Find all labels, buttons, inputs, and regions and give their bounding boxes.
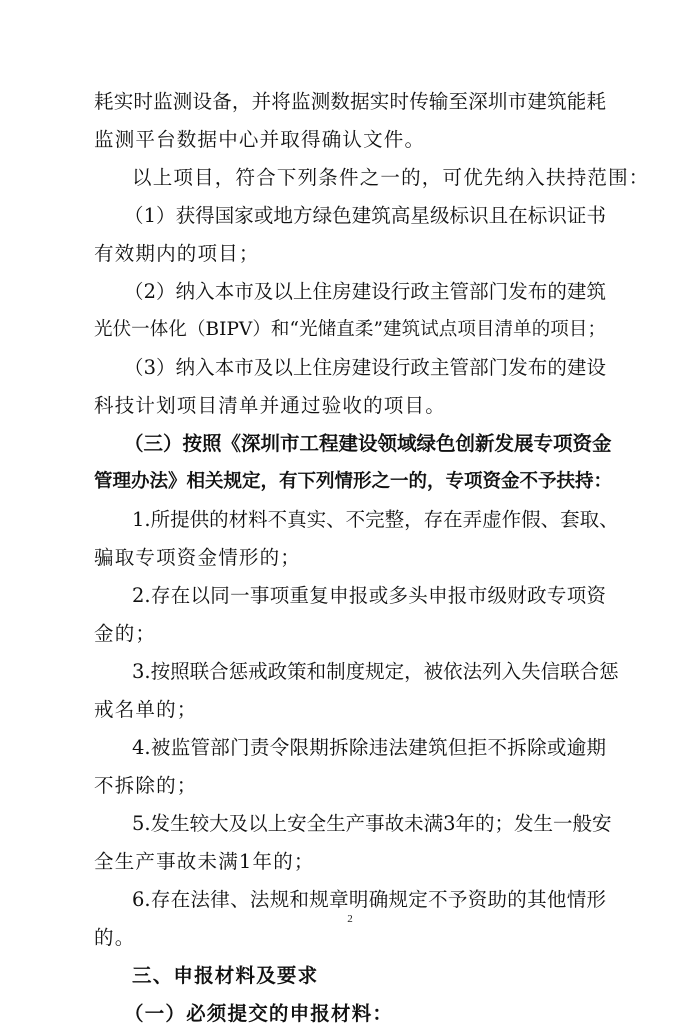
text-line: 以上项目，符合下列条件之一的，可优先纳入扶持范围： <box>132 166 650 189</box>
document-body <box>94 83 650 1033</box>
text-line: （3）纳入本市及以上住房建设行政主管部门发布的建设 <box>124 356 606 379</box>
subsection-heading: （一）必须提交的申报材料： <box>124 1002 394 1025</box>
text-line: 有效期内的项目； <box>94 242 260 265</box>
text-line: 5.发生较大及以上安全生产事故未满3年的；发生一般安 <box>132 812 612 835</box>
text-line: 监测平台数据中心并取得确认文件。 <box>94 128 426 151</box>
text-line: 6.存在法律、法规和规章明确规定不予资助的其他情形 <box>132 888 606 911</box>
text-line: 全生产事故未满1年的； <box>94 850 315 873</box>
text-line: 的。 <box>94 926 136 949</box>
text-line: 科技计划项目清单并通过验收的项目。 <box>94 394 446 417</box>
section-heading-line: 管理办法》相关规定，有下列情形之一的，专项资金不予扶持： <box>94 471 613 492</box>
text-line: 骗取专项资金情形的； <box>94 546 302 569</box>
text-line: 2.存在以同一事项重复申报或多头申报市级财政专项资 <box>132 584 606 607</box>
text-line: 1.所提供的材料不真实、不完整，存在弄虚作假、套取、 <box>132 508 619 531</box>
text-line: （2）纳入本市及以上住房建设行政主管部门发布的建筑 <box>124 280 606 303</box>
text-line: 不拆除的； <box>94 774 198 797</box>
chapter-heading: 三、申报材料及要求 <box>132 964 319 987</box>
text-line: 金的； <box>94 622 157 645</box>
text-line: 光伏一体化（BIPV）和“光储直柔”建筑试点项目清单的项目； <box>94 319 606 340</box>
text-line: （1）获得国家或地方绿色建筑高星级标识且在标识证书 <box>124 204 606 227</box>
section-heading-line: （三）按照《深圳市工程建设领域绿色创新发展专项资金 <box>124 432 612 455</box>
text-line: 3.按照联合惩戒政策和制度规定，被依法列入失信联合惩 <box>132 660 619 683</box>
text-line: 耗实时监测设备，并将监测数据实时传输至深圳市建筑能耗 <box>94 90 606 113</box>
text-line: 4.被监管部门责令限期拆除违法建筑但拒不拆除或逾期 <box>132 736 606 759</box>
text-line: 戒名单的； <box>94 698 198 721</box>
page-number: 2 <box>347 913 353 925</box>
